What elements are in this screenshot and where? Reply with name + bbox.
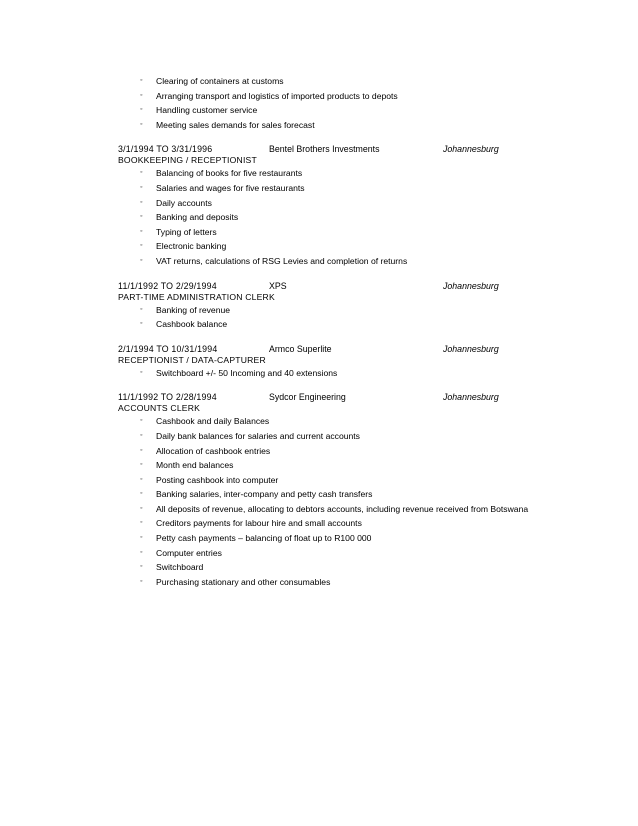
- bullet-icon: ◦: [140, 169, 143, 177]
- duty-item: [118, 414, 618, 429]
- job-header: [118, 143, 618, 155]
- duty-item: [118, 531, 618, 546]
- job-header: [118, 280, 618, 292]
- job-entry: [118, 143, 618, 268]
- job-city: Johannesburg: [443, 144, 499, 155]
- duty-item: [118, 210, 618, 225]
- duty-text: Posting cashbook into computer: [156, 474, 279, 485]
- duty-item: [118, 303, 618, 318]
- duty-text: Banking of revenue: [156, 304, 231, 315]
- job-company: Bentel Brothers Investments: [269, 144, 380, 155]
- job-duties-list: [118, 414, 618, 589]
- bullet-icon: ◦: [140, 563, 143, 571]
- duty-item: [118, 502, 618, 517]
- job-duties-list: [118, 166, 618, 268]
- bullet-icon: ◦: [140, 548, 143, 556]
- duty-item: [118, 317, 618, 332]
- duty-item: [118, 429, 618, 444]
- bullet-icon: ◦: [140, 183, 143, 191]
- duty-text: Cashbook balance: [156, 319, 228, 330]
- duty-text: Handling customer service: [156, 105, 258, 116]
- duty-item: [118, 196, 618, 211]
- bullet-icon: ◦: [140, 490, 143, 498]
- job-entry: [118, 280, 618, 332]
- bullet-icon: ◦: [140, 431, 143, 439]
- job-company: Sydcor Engineering: [269, 392, 346, 403]
- duty-text: Purchasing stationary and other consumables: [156, 576, 331, 587]
- duty-text: Allocation of cashbook entries: [156, 445, 271, 456]
- duty-text: Switchboard +/- 50 Incoming and 40 extensions: [156, 367, 338, 378]
- duty-text: Computer entries: [156, 547, 222, 558]
- duty-item: [118, 458, 618, 473]
- duty-text: Typing of letters: [156, 226, 217, 237]
- duty-item: [118, 487, 618, 502]
- duty-item: [118, 239, 618, 254]
- duty-text: Cashbook and daily Balances: [156, 416, 270, 427]
- bullet-icon: ◦: [140, 519, 143, 527]
- duty-item: [118, 575, 618, 590]
- duty-text: Banking salaries, inter-company and petty cash transfers: [156, 489, 373, 500]
- duty-item: [118, 473, 618, 488]
- bullet-icon: ◦: [140, 504, 143, 512]
- duty-item: [118, 118, 618, 133]
- bullet-icon: ◦: [140, 198, 143, 206]
- duty-item: [118, 560, 618, 575]
- duty-text: All deposits of revenue, allocating to debtors accounts, including revenue received from Botswana: [156, 503, 529, 514]
- bullet-icon: ◦: [140, 577, 143, 585]
- bullet-icon: ◦: [140, 120, 143, 128]
- job-duties-list: [118, 303, 618, 332]
- job-dates: 11/1/1992 TO 2/29/1994: [118, 280, 217, 291]
- duty-text: Creditors payments for labour hire and small accounts: [156, 518, 362, 529]
- duty-text: Electronic banking: [156, 241, 227, 252]
- job-company: Armco Superlite: [269, 343, 332, 354]
- job-city: Johannesburg: [443, 392, 499, 403]
- job-title: PART-TIME ADMINISTRATION CLERK: [118, 291, 275, 302]
- job-header: [118, 391, 618, 403]
- duty-text: Daily bank balances for salaries and current accounts: [156, 430, 360, 441]
- duty-text: Balancing of books for five restaurants: [156, 168, 303, 179]
- bullet-icon: ◦: [140, 227, 143, 235]
- job-entries: [118, 143, 618, 589]
- bullet-icon: ◦: [140, 213, 143, 221]
- job-header: [118, 343, 618, 355]
- job-dates: 2/1/1994 TO 10/31/1994: [118, 343, 218, 354]
- job-company: XPS: [269, 280, 287, 291]
- duty-text: Switchboard: [156, 562, 204, 573]
- bullet-icon: ◦: [140, 475, 143, 483]
- duty-item: [118, 225, 618, 240]
- duty-item: [118, 366, 618, 381]
- bullet-icon: ◦: [140, 417, 143, 425]
- duty-text: Meeting sales demands for sales forecast: [156, 119, 315, 130]
- bullet-icon: ◦: [140, 446, 143, 454]
- duty-item: [118, 89, 618, 104]
- duty-item: [118, 546, 618, 561]
- duty-text: VAT returns, calculations of RSG Levies and completion of returns: [156, 255, 408, 266]
- duty-text: Clearing of containers at customs: [156, 76, 284, 86]
- job-dates: 3/1/1994 TO 3/31/1996: [118, 144, 213, 155]
- job-title: BOOKKEEPING / RECEPTIONIST: [118, 155, 257, 166]
- bullet-icon: ◦: [140, 77, 143, 84]
- bullet-icon: ◦: [140, 91, 143, 99]
- job-entry: [118, 343, 618, 381]
- duty-item: [118, 444, 618, 459]
- duty-item: [118, 103, 618, 118]
- bullet-icon: ◦: [140, 256, 143, 264]
- bullet-icon: ◦: [140, 106, 143, 114]
- duty-text: Month end balances: [156, 460, 234, 471]
- duty-item: [118, 166, 618, 181]
- job-city: Johannesburg: [443, 343, 499, 354]
- duty-item: [118, 254, 618, 269]
- duty-text: Arranging transport and logistics of imported products to depots: [156, 90, 398, 101]
- bullet-icon: ◦: [140, 534, 143, 542]
- bullet-icon: ◦: [140, 305, 143, 313]
- duty-item: [118, 516, 618, 531]
- duty-item: [118, 181, 618, 196]
- job-entry: [118, 391, 618, 589]
- work-history: [118, 74, 618, 589]
- job-duties-list: [118, 366, 618, 381]
- bullet-icon: ◦: [140, 461, 143, 469]
- bullet-icon: ◦: [140, 368, 143, 376]
- duty-text: Banking and deposits: [156, 212, 239, 223]
- job-title: RECEPTIONIST / DATA-CAPTURER: [118, 354, 266, 365]
- duty-text: Petty cash payments – balancing of float up to R100 000: [156, 533, 372, 544]
- duty-item: [118, 74, 618, 89]
- bullet-icon: ◦: [140, 242, 143, 250]
- continued-duties-list: [118, 74, 618, 132]
- duty-text: Daily accounts: [156, 197, 212, 208]
- bullet-icon: ◦: [140, 320, 143, 328]
- job-title: ACCOUNTS CLERK: [118, 403, 201, 414]
- duty-text: Salaries and wages for five restaurants: [156, 182, 305, 193]
- job-city: Johannesburg: [443, 280, 499, 291]
- job-dates: 11/1/1992 TO 2/28/1994: [118, 392, 217, 403]
